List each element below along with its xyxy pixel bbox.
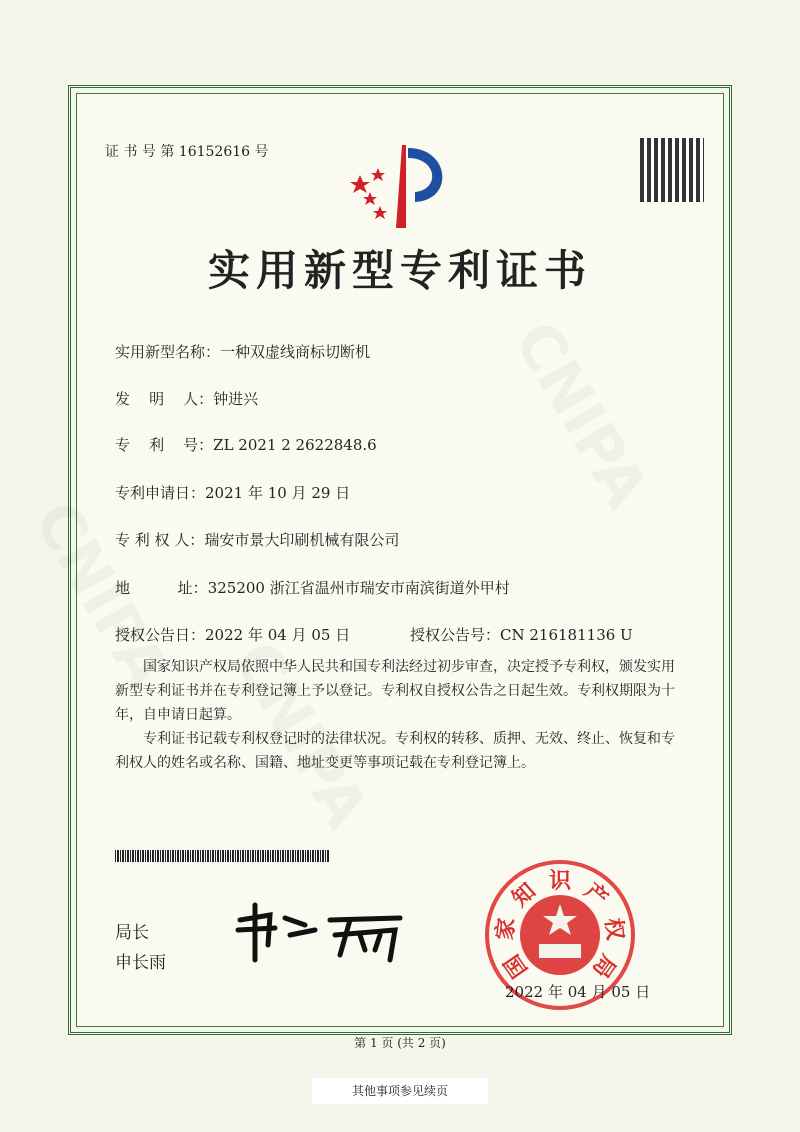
- field-patentee: 专 利 权 人：瑞安市景大印刷机械有限公司: [115, 531, 400, 549]
- seal-char: 知: [507, 877, 541, 912]
- seal-char: 家: [492, 916, 521, 942]
- field-patent-number: 专 利 号：ZL 2021 2 2622848.6: [115, 436, 377, 454]
- field-announcement-number: 授权公告号：CN 216181136 U: [410, 626, 633, 644]
- barcode: [115, 850, 330, 862]
- page-indicator: 第 1 页 (共 2 页): [354, 1036, 446, 1050]
- signature: [230, 900, 415, 965]
- seal-char: 国: [498, 949, 533, 983]
- seal-char: 权: [599, 916, 628, 942]
- certificate-number: 证 书 号 第 16152616 号: [105, 144, 269, 160]
- field-inventor: 发 明 人：钟进兴: [115, 390, 259, 408]
- seal-char: 局: [587, 949, 622, 983]
- cnipa-logo-icon: [340, 140, 460, 230]
- qr-code: [640, 138, 704, 202]
- seal-date: 2022 年 04 月 05 日: [505, 983, 651, 1001]
- page-title: 实用新型专利证书: [207, 246, 592, 295]
- field-announcement-date: 授权公告日：2022 年 04 月 05 日: [115, 626, 351, 644]
- seal-char: 产: [579, 877, 613, 912]
- director-name: 申长雨: [115, 953, 166, 973]
- paragraph: 国家知识产权局依照中华人民共和国专利法经过初步审查，决定授予专利权，颁发实用新型专利证书并在专利登记簿上予以登记。专利权自授权公告之日起生效。专利权期限为十年，自申请日起算。: [115, 659, 675, 723]
- field-name: 实用新型名称：一种双虚线商标切断机: [115, 343, 371, 361]
- director-title: 局长: [115, 923, 149, 943]
- seal-char: 识: [548, 868, 571, 894]
- field-application-date: 专利申请日：2021 年 10 月 29 日: [115, 484, 351, 502]
- paragraph: 专利证书记载专利权登记时的法律状况。专利权的转移、质押、无效、终止、恢复和专利权人的姓名或名称、国籍、地址变更等事项记载在专利登记簿上。: [115, 731, 675, 771]
- field-address: 地 址：325200 浙江省温州市瑞安市南滨街道外甲村: [115, 579, 510, 597]
- continued-note: 其他事项参见续页: [312, 1078, 488, 1104]
